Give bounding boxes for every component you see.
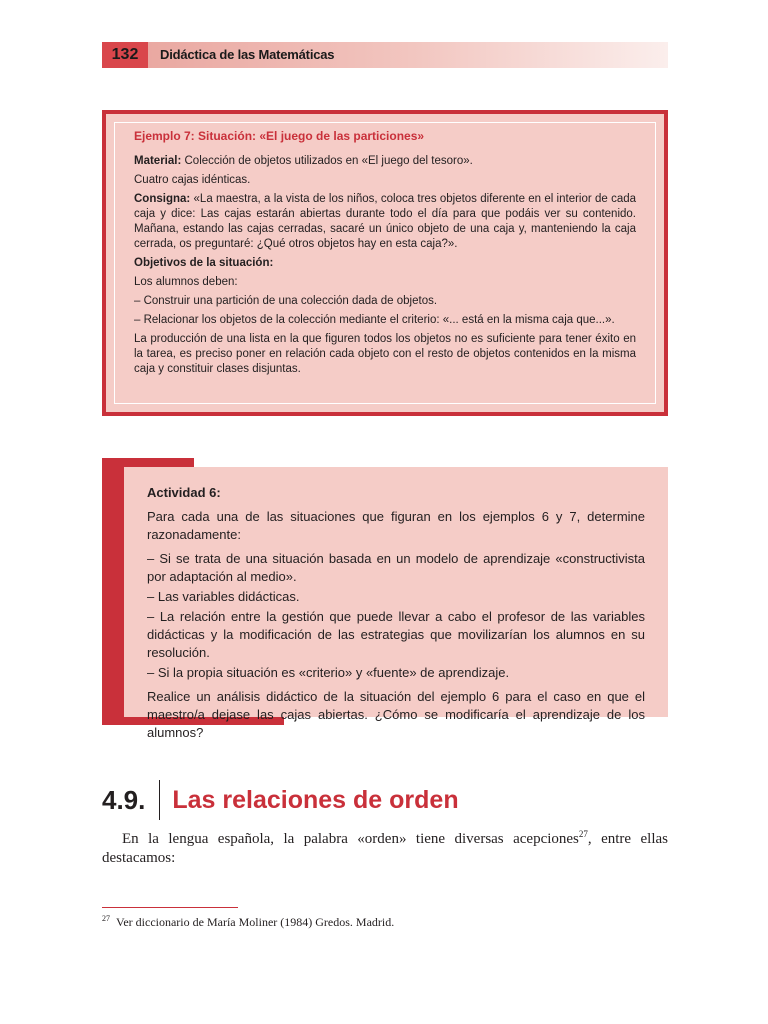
activity-item: – Si la propia situación es «criterio» y «fuente» de aprendizaje. — [147, 665, 510, 680]
activity-intro: Para cada una de las situaciones que figuran en los ejemplos 6 y 7, determine razonadamente: — [147, 509, 645, 542]
objetivos-heading: Objetivos de la situación: — [134, 257, 274, 269]
activity-item: – La relación entre la gestión que puede llevar a cabo el profesor de las variables didácticas y la modificación de las estrategias que movilizarían los alumnos en su resolución. — [147, 609, 645, 660]
footnote-text: Ver diccionario de María Moliner (1984) Gredos. Madrid. — [116, 915, 395, 929]
example-title: Ejemplo 7: Situación: «El juego de las particiones» — [134, 129, 425, 143]
material-paragraph-2: Cuatro cajas idénticas. — [134, 174, 251, 186]
section-divider — [159, 780, 160, 820]
running-title: Didáctica de las Matemáticas — [160, 47, 335, 62]
material-label: Material: — [134, 155, 182, 167]
activity-content — [147, 484, 645, 744]
objetivos-item: – Construir una partición de una colección dada de objetos. — [134, 295, 438, 307]
objetivos-intro: Los alumnos deben: — [134, 276, 238, 288]
activity-item: – Las variables didácticas. — [147, 589, 300, 604]
consigna-paragraph — [134, 192, 636, 252]
page-number: 132 — [102, 42, 148, 68]
objetivos-item: – Relacionar los objetos de la colección mediante el criterio: «... está en la misma caja que...». — [134, 314, 615, 326]
activity-closing: Realice un análisis didáctico de la situación del ejemplo 6 para el caso en que el maestro/a dejase las cajas abiertas. ¿Cómo se modificaría el aprendizaje de los alumnos? — [147, 689, 645, 740]
footnote-rule — [102, 907, 238, 908]
running-header — [102, 42, 668, 68]
section-title: Las relaciones de orden — [172, 785, 459, 814]
example-closing: La producción de una lista en la que figuren todos los objetos no es suficiente para tener éxito en la tarea, es preciso poner en relación cada objeto con el resto de objetos contenidos en la misma caja y constituir clases disjuntas. — [134, 333, 636, 375]
section-number: 4.9. — [102, 784, 146, 815]
material-paragraph — [134, 154, 636, 169]
example-content — [134, 129, 636, 381]
activity-accent-left — [102, 458, 124, 725]
footnote-reference: 27 — [578, 829, 588, 839]
activity-title: Actividad 6: — [147, 485, 221, 500]
material-text: Colección de objetos utilizados en «El juego del tesoro». — [184, 155, 473, 167]
consigna-label: Consigna: — [134, 193, 191, 205]
consigna-text: «La maestra, a la vista de los niños, coloca tres objetos diferente en el interior de cada caja y dice: Las cajas estarán abiertas durante todo el día para que podáis ver su contenido. Mañana, estando las cajas cerradas, sacaré un único objeto de una caja y, manteniendo la caja cerrada, os preguntaré: ¿Qué otros objetos hay en esta caja?». — [134, 193, 637, 250]
section-heading — [102, 778, 459, 822]
body-text-end: , entre ellas destacamos: — [102, 831, 668, 866]
footnote-mark: 27 — [102, 914, 110, 923]
body-text-start: En la lengua española, la palabra «orden» tiene diversas acepciones — [122, 831, 579, 847]
body-paragraph — [102, 830, 668, 868]
activity-item: – Si se trata de una situación basada en un modelo de aprendizaje «constructivista por adaptación al medio». — [147, 551, 645, 584]
footnote — [102, 914, 394, 930]
